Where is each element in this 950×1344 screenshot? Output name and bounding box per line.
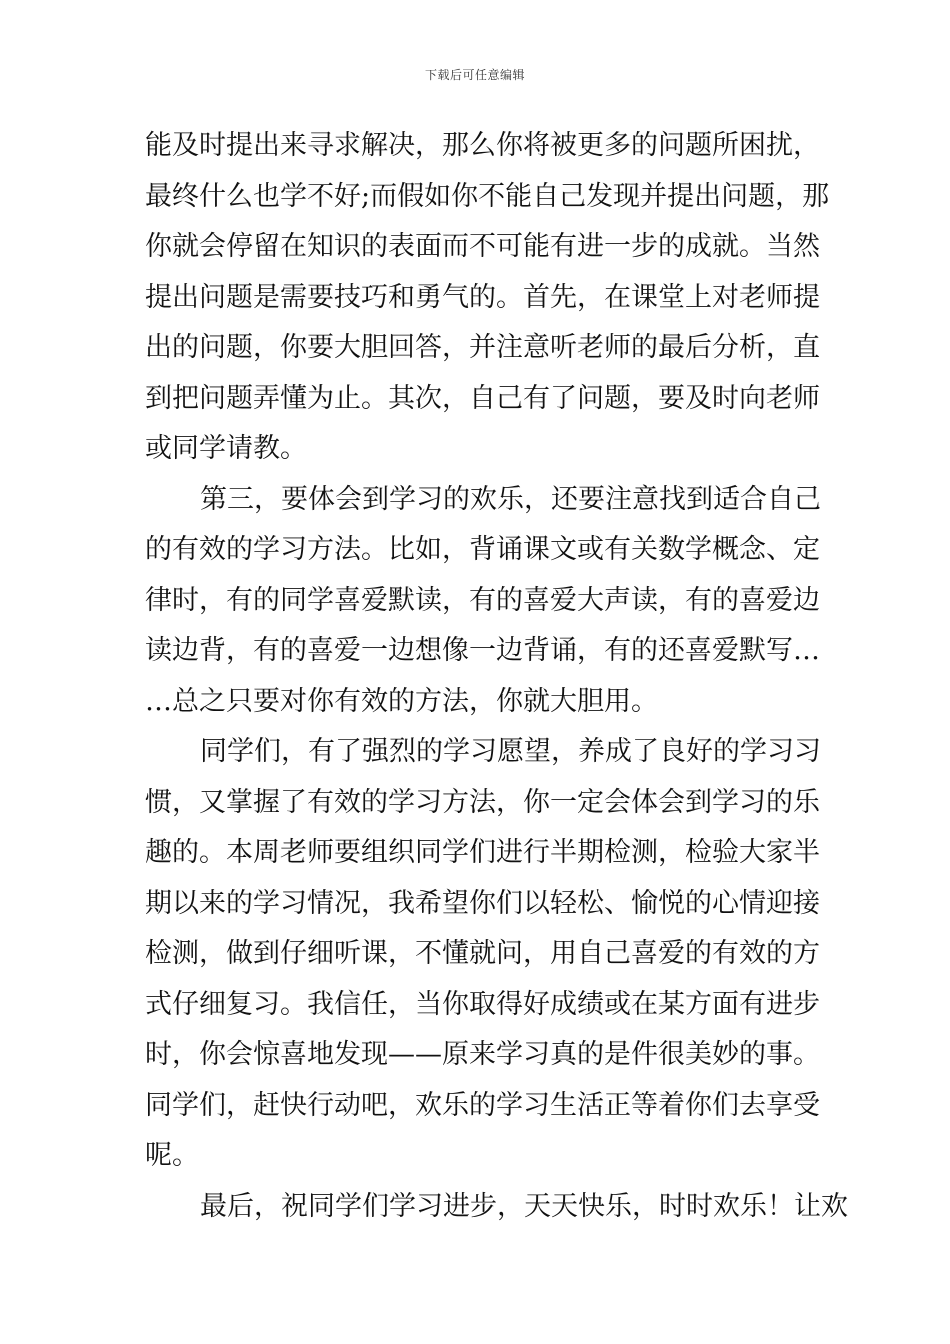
paragraph-start-line: 第三，要体会到学习的欢乐，还要注意找到适合自己 — [200, 483, 821, 515]
text-line: 呢。 — [145, 1140, 199, 1171]
text-line: 到把问题弄懂为止。其次，自己有了问题，要及时向老师 — [145, 382, 820, 414]
paragraph-start-line: 最后，祝同学们学习进步，天天快乐，时时欢乐！让欢 — [200, 1190, 848, 1222]
page-header: 下载后可任意编辑 — [424, 68, 525, 82]
text-line: 检测，做到仔细听课，不懂就问，用自己喜爱的有效的方 — [145, 938, 820, 969]
text-line: 出的问题，你要大胆回答，并注意听老师的最后分析，直 — [145, 332, 820, 363]
text-line: 趣的。本周老师要组织同学们进行半期检测，检验大家半 — [145, 837, 820, 868]
text-line: 能及时提出来寻求解决，那么你将被更多的问题所困扰， — [145, 130, 820, 161]
text-line: 或同学请教。 — [145, 433, 307, 464]
text-line: 的有效的学习方法。比如，背诵课文或有关数学概念、定 — [145, 534, 820, 565]
text-line: 提出问题是需要技巧和勇气的。首先，在课堂上对老师提 — [145, 281, 820, 313]
text-line: 律时，有的同学喜爱默读，有的喜爱大声读，有的喜爱边 — [145, 584, 820, 616]
text-line: 你就会停留在知识的表面而不可能有进一步的成就。当然 — [145, 231, 820, 262]
text-line: 读边背，有的喜爱一边想像一边背诵，有的还喜爱默写… — [145, 635, 820, 666]
text-line: 惯，又掌握了有效的学习方法，你一定会体会到学习的乐 — [145, 786, 820, 818]
text-line: 式仔细复习。我信任，当你取得好成绩或在某方面有进步 — [145, 988, 820, 1020]
text-line: 期以来的学习情况，我希望你们以轻松、愉悦的心情迎接 — [145, 887, 820, 919]
document-body — [145, 128, 848, 1239]
text-line: 最终什么也学不好;而假如你不能自己发现并提出问题，那 — [145, 180, 830, 212]
text-line: 同学们，赶快行动吧，欢乐的学习生活正等着你们去享受 — [145, 1089, 820, 1121]
text-line: 时，你会惊喜地发现——原来学习真的是件很美妙的事。 — [145, 1039, 820, 1070]
text-line: …总之只要对你有效的方法，你就大胆用。 — [145, 685, 658, 717]
paragraph-start-line: 同学们，有了强烈的学习愿望，养成了良好的学习习 — [200, 736, 821, 767]
